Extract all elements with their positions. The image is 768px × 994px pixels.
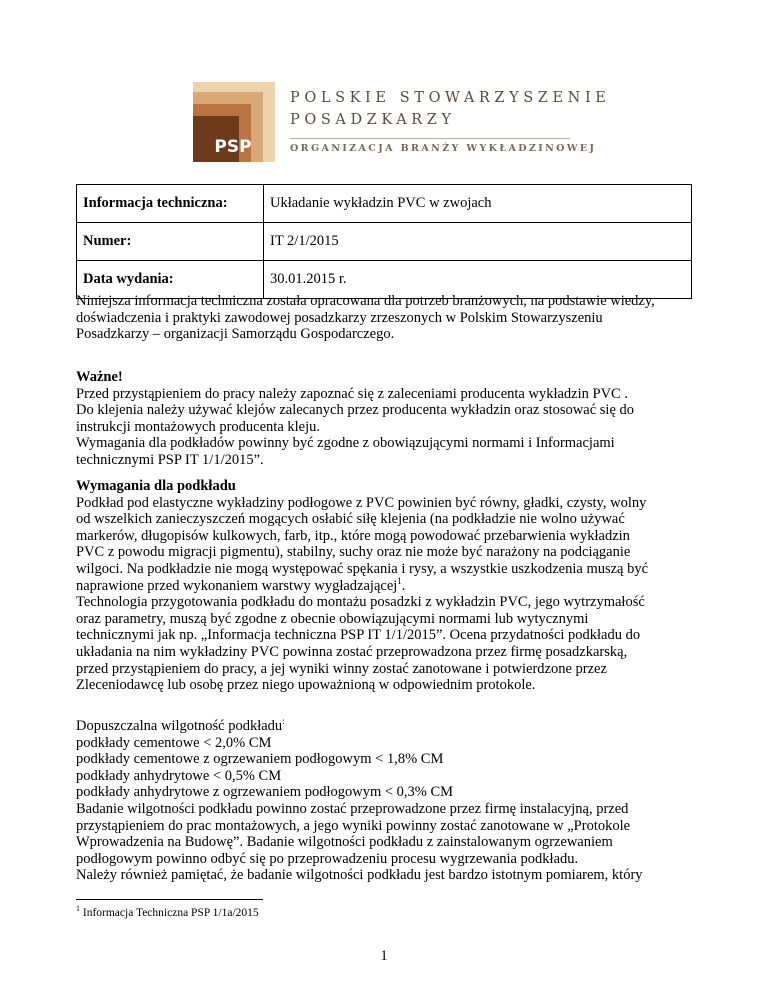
page-number: 1 xyxy=(380,948,388,964)
text-fragment: naprawione przed wykonaniem warstwy wygładzającej xyxy=(76,577,398,594)
text-line: od wszelkich zanieczyszczeń mogących osłabić siłę klejenia (na podkładzie nie wolno używać xyxy=(76,511,625,528)
substrate-requirements-section xyxy=(76,478,701,694)
text-line xyxy=(76,575,701,595)
text-line: Należy również pamiętać, że badanie wilgotności podkładu jest bardzo istotnym pomiarem, który xyxy=(76,867,643,884)
text-line: Zleceniodawcę lub osobę przez niego upoważnioną w odpowiednim protokole. xyxy=(76,677,536,694)
info-value: 30.01.2015 r. xyxy=(264,261,692,299)
footnote-reference[interactable]: 1 xyxy=(397,575,402,586)
info-value: Układanie wykładzin PVC w zwojach xyxy=(264,185,692,223)
text-fragment: . xyxy=(401,577,406,594)
footnote-text: Informacja Techniczna PSP 1/1a/2015 xyxy=(80,906,259,919)
text-line: podkłady cementowe < 2,0% CM xyxy=(76,734,272,751)
document-info-table xyxy=(76,184,692,299)
text-line: markerów, długopisów kulkowych, farb, itp., które mogą powodować przebarwienia wykładzin xyxy=(76,527,630,544)
info-row-title xyxy=(77,185,692,223)
heading-mark: : xyxy=(282,716,285,727)
text-line: Przed przystąpieniem do pracy należy zapoznać się z zaleceniami producenta wykładzin PVC . xyxy=(76,385,628,402)
text-line: podkłady anhydrytowe z ogrzewaniem podłogowym < 0,3% CM xyxy=(76,784,454,801)
text-line: przed przystąpieniem do pracy, a jej wyniki winny zostać zanotowane i potwierdzone przez xyxy=(76,660,607,677)
text-line: wilgoci. Na podkładzie nie mogą występować spękania i rysy, a wszystkie uszkodzenia muszą być xyxy=(76,560,649,577)
important-section xyxy=(76,369,701,469)
text-line: podkłady cementowe z ogrzewaniem podłogowym < 1,8% CM xyxy=(76,751,444,768)
psp-logo xyxy=(193,82,611,162)
text-line: Technologia przygotowania podkładu do montażu posadzki z wykładzin PVC, jego wytrzymałość xyxy=(76,594,645,611)
logo-divider xyxy=(290,138,570,139)
text-fragment: Dopuszczalna wilgotność podkładu xyxy=(76,718,283,734)
text-line: Niniejsza informacja techniczna została opracowana dla potrzeb branżowych, na podstawie wiedzy, xyxy=(76,293,655,309)
footnote-divider xyxy=(76,899,263,900)
text-line: technicznymi jak np. „Informacja techniczna PSP IT 1/1/2015”. Ocena przydatności podkładu do xyxy=(76,627,641,644)
text-line: PVC z powodu migracji pigmentu), stabilny, suchy oraz nie może być narażony na podciąganie xyxy=(76,544,631,561)
organization-subtitle: ORGANIZACJA BRANŻY WYKŁADZINOWEJ xyxy=(290,143,597,154)
organization-name-line2: POSADZKARZY xyxy=(290,112,456,128)
text-line: podkłady anhydrytowe < 0,5% CM xyxy=(76,767,282,784)
text-line: Do klejenia należy używać klejów zalecanych przez producenta wykładzin oraz stosować się do xyxy=(76,402,635,419)
info-row-number xyxy=(77,223,692,261)
text-line: oraz parametry, muszą być zgodne z obecnie obowiązującymi normami lub wytycznymi xyxy=(76,610,589,627)
text-line: instrukcji montażowych producenta kleju. xyxy=(76,418,321,435)
text-line: technicznymi PSP IT 1/1/2015”. xyxy=(76,451,264,468)
text-line: Wprowadzenia na Budowę”. Badanie wilgotności podkładu z zainstalowanym ogrzewaniem xyxy=(76,834,613,851)
text-line: Podkład pod elastyczne wykładziny podłogowe z PVC powinien być równy, gładki, czysty, wolny xyxy=(76,494,647,511)
text-line: przystąpieniem do prac montażowych, a jego wyniki powinny zostać zanotowane w „Protokole xyxy=(76,817,631,834)
text-line: Posadzkarzy – organizacji Samorządu Gospodarczego. xyxy=(76,326,395,343)
moisture-section xyxy=(76,718,701,884)
moisture-heading xyxy=(76,718,701,735)
intro-paragraph xyxy=(76,293,701,343)
footnote-mark: 1 xyxy=(76,904,80,913)
psp-logo-text: PSP xyxy=(214,137,252,157)
text-line: Badanie wilgotności podkładu powinno zostać przeprowadzone przez firmę instalacyjną, przed xyxy=(76,800,629,817)
info-label: Numer: xyxy=(77,223,264,261)
organization-name-line1: POLSKIE STOWARZYSZENIE xyxy=(290,90,611,106)
important-heading: Ważne! xyxy=(76,369,123,385)
text-line: doświadczenia i praktyki zawodowej posadzkarzy zrzeszonych w Polskim Stowarzyszeniu xyxy=(76,309,603,326)
psp-logo-mark xyxy=(193,82,275,162)
footnote xyxy=(76,904,259,919)
info-value: IT 2/1/2015 xyxy=(264,223,692,261)
info-label: Informacja techniczna: xyxy=(77,185,264,223)
requirements-heading: Wymagania dla podkładu xyxy=(76,478,236,494)
text-line: układania na nim wykładziny PVC powinna zostać przeprowadzona przez firmę posadzkarską, xyxy=(76,643,628,660)
text-line: Wymagania dla podkładów powinny być zgodne z obowiązującymi normami i Informacjami xyxy=(76,435,615,452)
text-line: podłogowym powinno odbyć się po przeprowadzeniu procesu wygrzewania podkładu. xyxy=(76,850,579,867)
info-label: Data wydania: xyxy=(77,261,264,299)
